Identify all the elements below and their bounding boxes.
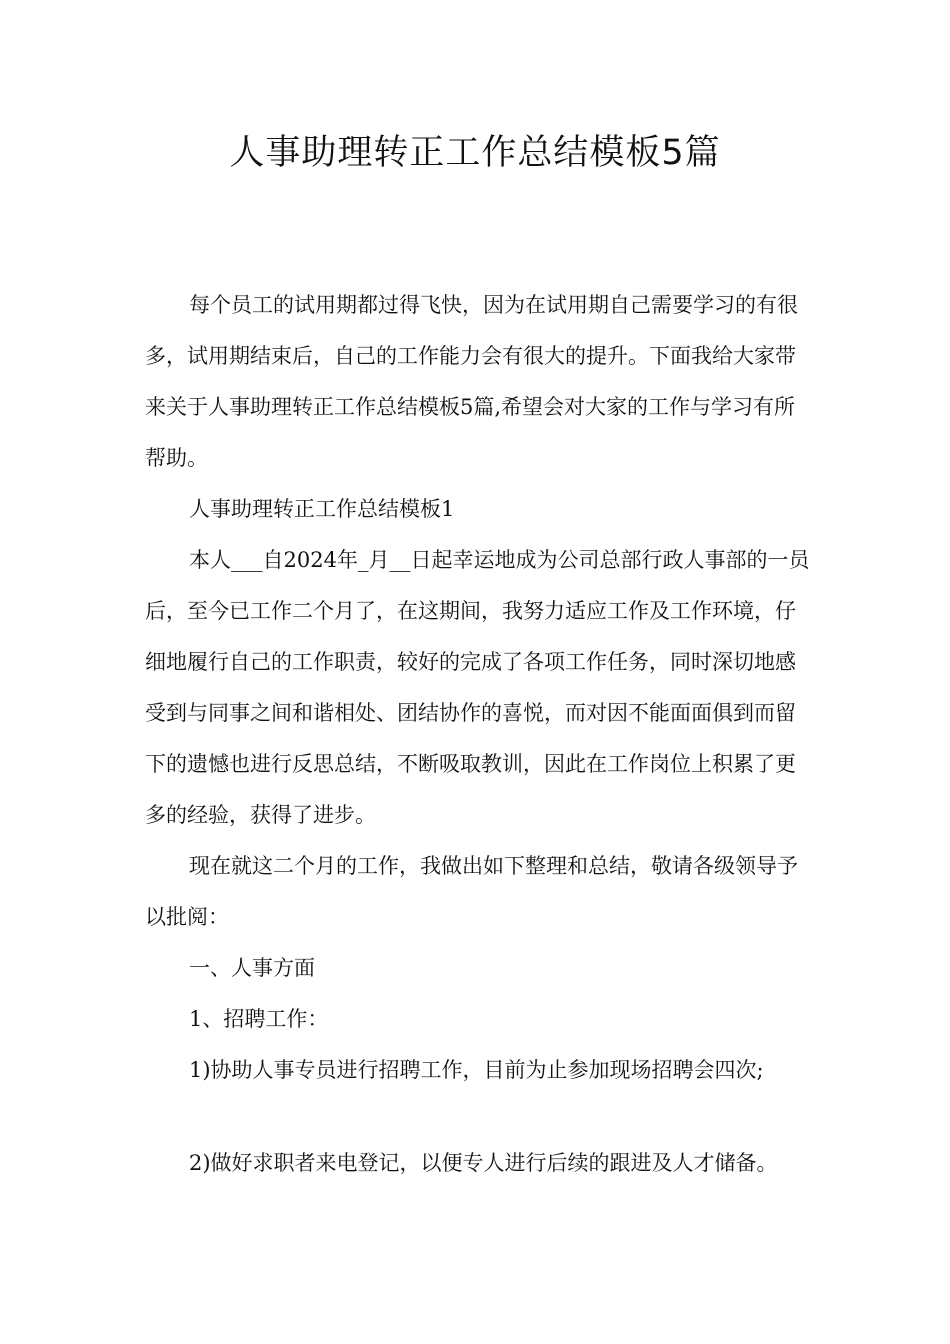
list-item: 1)协助人事专员进行招聘工作，目前为止参加现场招聘会四次; [189,1058,764,1082]
subsection-heading: 1、招聘工作： [189,1007,329,1031]
spacer [145,1096,810,1138]
document-body [145,280,810,1189]
section-heading: 一、人事方面 [189,956,315,980]
intro-paragraph: 每个员工的试用期都过得飞快，因为在试用期自己需要学习的有很多，试用期结束后，自己的工作能力会有很大的提升。下面我给大家带来关于人事助理转正工作总结模板5篇,希望会对大家的工作与学习有所帮助。 [145,293,798,470]
body-paragraph: 现在就这二个月的工作，我做出如下整理和总结，敬请各级领导予以批阅： [145,854,798,929]
list-item: 2)做好求职者来电登记，以便专人进行后续的跟进及人才储备。 [189,1151,778,1175]
body-paragraph: 本人___自2024年_月__日起幸运地成为公司总部行政人事部的一员后，至今已工作二个月了，在这期间，我努力适应工作及工作环境，仔细地履行自己的工作职责，较好的完成了各项工作任务，同时深切地感受到与同事之间和谐相处、团结协作的喜悦，而对因不能面面俱到而留下的遗憾也进行反思总结，不断吸取教训，因此在工作岗位上积累了更多的经验，获得了进步。 [145,548,810,827]
document-title: 人事助理转正工作总结模板5篇 [229,133,721,173]
section-heading: 人事助理转正工作总结模板1 [189,497,455,521]
